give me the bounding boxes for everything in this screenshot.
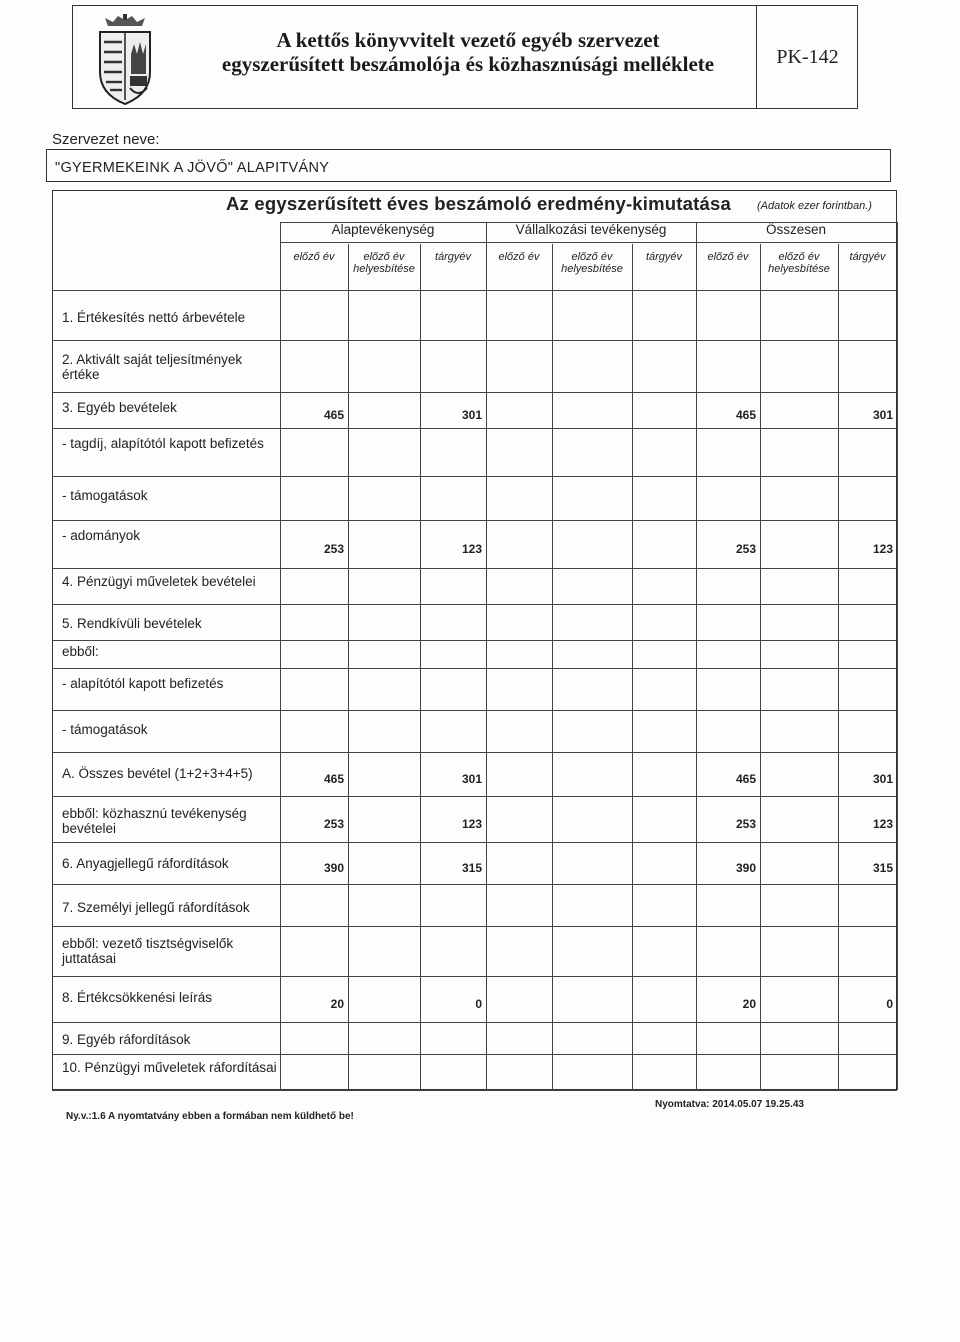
row-rule bbox=[52, 926, 897, 927]
column-rule bbox=[760, 244, 761, 1090]
subcolumn-header bbox=[487, 251, 551, 263]
row-label: ebből: bbox=[62, 644, 99, 659]
cell-value: 465 bbox=[323, 408, 344, 422]
subcolumn-header bbox=[553, 251, 631, 275]
subcolumn-header bbox=[761, 251, 837, 275]
row-rule bbox=[52, 842, 897, 843]
row-rule bbox=[52, 752, 897, 753]
cell-value: 20 bbox=[330, 997, 344, 1011]
subcolumn-header bbox=[281, 251, 347, 263]
report-title: Az egyszerűsített éves beszámoló eredmény-kimutatása bbox=[226, 193, 731, 214]
row-label: - támogatások bbox=[62, 722, 148, 737]
row-rule bbox=[52, 476, 897, 477]
cell-value: 301 bbox=[461, 772, 482, 786]
row-label: 1. Értékesítés nettó árbevétele bbox=[62, 310, 246, 325]
row-label: 3. Egyéb bevételek bbox=[62, 400, 177, 415]
subcolumn-header bbox=[349, 251, 419, 275]
row-label: - alapítótól kapott befizetés bbox=[62, 676, 224, 691]
row-label: 7. Személyi jellegű ráfordítások bbox=[62, 900, 250, 915]
row-rule bbox=[52, 428, 897, 429]
cell-value: 301 bbox=[461, 408, 482, 422]
row-rule bbox=[52, 1022, 897, 1023]
row-label: 6. Anyagjellegű ráfordítások bbox=[62, 856, 229, 871]
row-rule bbox=[52, 1090, 897, 1091]
column-rule bbox=[696, 222, 697, 1090]
cell-value: 123 bbox=[461, 817, 482, 831]
subcolumn-header-line: tárgyév bbox=[434, 251, 472, 263]
subcolumn-header bbox=[633, 251, 695, 263]
row-rule bbox=[52, 640, 897, 641]
cell-value: 0 bbox=[886, 997, 893, 1011]
column-rule bbox=[280, 222, 281, 1090]
footer-print-date: Nyomtatva: 2014.05.07 19.25.43 bbox=[655, 1099, 804, 1110]
row-label: - támogatások bbox=[62, 488, 148, 503]
subcolumn-header-line: tárgyév bbox=[645, 251, 683, 263]
row-label: 8. Értékcsökkenési leírás bbox=[62, 990, 213, 1005]
subcolumn-header-line: előző év bbox=[363, 251, 405, 263]
subcolumn-header-line: helyesbítése bbox=[561, 263, 623, 275]
row-label: ebből: közhasznú tevékenység bevételei bbox=[62, 806, 247, 836]
form-title bbox=[178, 28, 758, 76]
row-rule bbox=[52, 604, 897, 605]
row-label: 10. Pénzügyi műveletek ráfordításai bbox=[62, 1060, 277, 1075]
cell-value: 315 bbox=[872, 861, 893, 875]
cell-value: 390 bbox=[323, 861, 344, 875]
column-rule bbox=[897, 222, 898, 1090]
cell-value: 301 bbox=[872, 408, 893, 422]
subcolumn-header-line: előző év bbox=[498, 251, 540, 263]
group-header-core: Alaptevékenység bbox=[331, 222, 435, 237]
row-rule bbox=[52, 392, 897, 393]
cell-value: 301 bbox=[872, 772, 893, 786]
cell-value: 465 bbox=[735, 772, 756, 786]
row-label: 4. Pénzügyi műveletek bevételei bbox=[62, 574, 256, 589]
subcolumn-header bbox=[697, 251, 759, 263]
cell-value: 123 bbox=[872, 817, 893, 831]
subcolumn-header bbox=[421, 251, 485, 263]
cell-value: 465 bbox=[323, 772, 344, 786]
footer-version-note: Ny.v.:1.6 A nyomtatvány ebben a formában nem küldhető be! bbox=[66, 1111, 354, 1122]
cell-value: 20 bbox=[742, 997, 756, 1011]
subcolumn-header bbox=[839, 251, 896, 263]
row-label: 2. Aktivált saját teljesítmények értéke bbox=[62, 352, 243, 382]
subcolumn-header-line: előző év bbox=[707, 251, 749, 263]
row-rule bbox=[52, 340, 897, 341]
subcolumn-header-line: előző év bbox=[778, 251, 820, 263]
cell-value: 123 bbox=[461, 542, 482, 556]
row-label: - adományok bbox=[62, 528, 141, 543]
row-rule bbox=[52, 668, 897, 669]
group-header-total: Összesen bbox=[765, 222, 827, 237]
units-note: (Adatok ezer forintban.) bbox=[757, 200, 872, 212]
column-rule bbox=[420, 244, 421, 1090]
row-rule bbox=[52, 976, 897, 977]
cell-value: 390 bbox=[735, 861, 756, 875]
row-label: 9. Egyéb ráfordítások bbox=[62, 1032, 191, 1047]
cell-value: 0 bbox=[475, 997, 482, 1011]
group-header-business: Vállalkozási tevékenység bbox=[515, 222, 667, 237]
subcolumn-header-line: előző év bbox=[293, 251, 335, 263]
row-label: 5. Rendkívüli bevételek bbox=[62, 616, 202, 631]
column-rule bbox=[838, 244, 839, 1090]
column-rule bbox=[552, 244, 553, 1090]
row-rule bbox=[52, 1054, 897, 1055]
row-rule bbox=[52, 710, 897, 711]
row-rule bbox=[52, 520, 897, 521]
row-label: ebből: vezető tisztségviselők juttatásai bbox=[62, 936, 234, 966]
column-rule bbox=[348, 244, 349, 1090]
cell-value: 253 bbox=[735, 817, 756, 831]
cell-value: 253 bbox=[323, 817, 344, 831]
subcolumn-header-line: előző év bbox=[571, 251, 613, 263]
coat-of-arms-icon bbox=[90, 14, 160, 106]
form-title-line2: egyszerűsített beszámolója és közhasznúsági melléklete bbox=[221, 52, 715, 76]
cell-value: 465 bbox=[735, 408, 756, 422]
cell-value: 123 bbox=[872, 542, 893, 556]
row-rule bbox=[52, 796, 897, 797]
organization-label: Szervezet neve: bbox=[52, 131, 160, 148]
form-title-line1: A kettős könyvvitelt vezető egyéb szervezet bbox=[276, 28, 660, 52]
organization-name: "GYERMEKEINK A JÖVŐ" ALAPITVÁNY bbox=[46, 149, 891, 182]
row-rule bbox=[52, 290, 897, 291]
subcolumn-header-line: helyesbítése bbox=[768, 263, 830, 275]
row-label: - tagdíj, alapítótól kapott befizetés bbox=[62, 436, 264, 451]
cell-value: 315 bbox=[461, 861, 482, 875]
row-label: A. Összes bevétel (1+2+3+4+5) bbox=[62, 766, 253, 781]
form-code: PK-142 bbox=[756, 5, 858, 109]
subcolumn-header-line: tárgyév bbox=[849, 251, 886, 263]
column-rule bbox=[486, 222, 487, 1090]
group-header-rule bbox=[280, 242, 897, 243]
subcolumn-header-line: helyesbítése bbox=[353, 263, 415, 275]
cell-value: 253 bbox=[323, 542, 344, 556]
column-rule bbox=[632, 244, 633, 1090]
row-rule bbox=[52, 568, 897, 569]
cell-value: 253 bbox=[735, 542, 756, 556]
row-rule bbox=[52, 884, 897, 885]
group-top-rule bbox=[280, 222, 897, 223]
